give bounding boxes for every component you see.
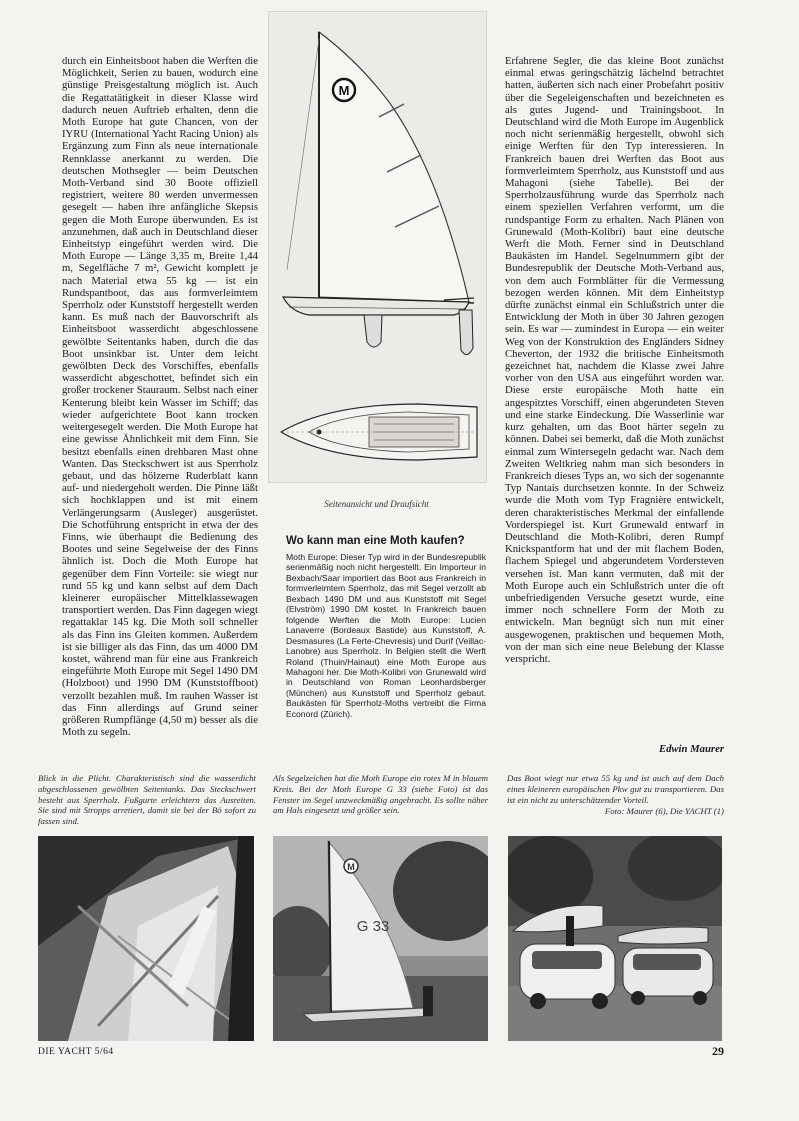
page-number: 29 bbox=[712, 1044, 724, 1058]
photo-sail-number: G 33 bbox=[356, 918, 390, 935]
photo-credit: Foto: Maurer (6), Die YACHT (1) bbox=[604, 806, 724, 816]
article-text-left: durch ein Einheitsboot haben die Werften die Möglichkeit, Serien zu bauen, wodurch eine günstige Preisgestaltung möglich ist. Auch die Regattatätigkeit in dieser Klasse wird dadurch neuen Auftrieb erhalten, denn die Moth Europe hat gute Chancen, von der IYRU (International Yacht Racing Union) als Ergänzung zum Finn als neue internationale Rennklasse anerkannt zu werden. Die deutschen Mothsegler — beim Deutschen Moth-Verband sind 30 Boote offiziell registriert, weitere 80 werden unvermessen gesegelt — haben ihre anfängliche Skepsis gegen die Moth Europe überwunden. Es ist anzunehmen, daß auch in Deutschland dieser Einheitstyp eingeführt werden wird. Die Moth Europe — Länge 3,35 m, Breite 1,44 m, Segelfläche 7 m², Gewicht komplett je nach Material etwa 55 kg — ist ein Rundspantboot, das aus formverleimtem Sperrholz oder Kunststoff hergestellt werden kann. Es muß nach der Bauvorschrift als Einheitsboot wasserdicht abgeschlossene gewölbte Seitentanks haben, durch die das Boot unsinkbar ist. Unter dem leicht gewölbten Deck des Vorschiffes, ebenfalls wasserdicht abgeschottet, befindet sich ein großer trockener Stauraum. Selbst nach einer Kenterung bleibt kein Wasser im Schiff; das wieder aufgerichtete Boot kann trocken weitergesegelt werden. Die Moth Europe hat eine gewisse Ähnlichkeit mit dem Finn. Sie besitzt ebenfalls einen drehbaren Mast ohne Wanten. Das Steckschwert ist aus Sperrholz gebaut, und das hölzerne Ruderblatt kann auf- und niedergeholt werden. Die Pinne läßt sich hochklappen und ist mit einem Verlängerungsarm (Ausleger) ausgerüstet. Die Schotführung entspricht in etwa der des Finns, wie überhaupt die Bedienung des Bootes und seine Segelweise der des Finns ähnlich ist. Doch die Moth Europe hat gegenüber dem Finn Vorteile: sie wiegt nur rund 55 kg und kann selbst auf dem Dach kleinerer europäischer Mittelklassewagen transportiert werden. Das Finn dagegen wiegt regattaklar 145 kg. Die Moth soll schneller als das Finn ins Gleiten kommen. Außerdem ist sie billiger als das Finn, das um 4000 DM kostet, während man für eine aus Frankreich eingeführte Moth Europe mit Segel 1490 DM (Holzboot) und 1990 DM (Kunststoffboot) verzollt bezahlen muß. Im rauhen Wasser ist das Finn allerdings auf Grund seiner größeren Rumpflänge (4,50 m) besser als die Moth zu segeln. bbox=[62, 55, 258, 739]
photo-caption-right: Das Boot wiegt nur etwa 55 kg und ist auch auf dem Dach eines kleineren europäischen Pkw gut zu transportieren. Das ist ein nicht zu unterschätzender Vorteil. bbox=[507, 773, 724, 805]
daggerboard bbox=[364, 315, 382, 347]
article-column-left bbox=[62, 55, 258, 738]
info-box-body bbox=[286, 552, 486, 719]
photo-caption-middle: Als Segelzeichen hat die Moth Europe ein rotes M in blauem Kreis. Bei der Moth Europe G 33 (siehe Foto) ist das Fenster im Segel unzweckmäßig angebracht. Es sollte näher am Hals eingesetzt und größer sein. bbox=[273, 773, 488, 816]
photo-cockpit bbox=[38, 836, 254, 1041]
author-signature: Edwin Maurer bbox=[658, 743, 724, 755]
sail-emblem-letter: M bbox=[338, 83, 350, 98]
photo-car-image bbox=[508, 836, 722, 1041]
forestay bbox=[287, 39, 319, 270]
boat-technical-drawing bbox=[269, 12, 486, 482]
photo-sail-g33 bbox=[273, 836, 488, 1041]
rudder-blade bbox=[459, 310, 473, 355]
photo-sail-emblem: M bbox=[347, 862, 355, 872]
photo-caption-left: Blick in die Plicht. Charakteristisch sind die wasserdicht abgeschlossenen gewölbten Seitentanks. Das Steckschwert besteht aus Sperrholz. Fußgurte erleichtern das Ausreiten. Sie sind mit Stropps arretiert, damit sie bei der Bö sofort zu fassen sind. bbox=[38, 773, 256, 827]
drawing-caption: Seitenansicht und Draufsicht bbox=[324, 499, 429, 509]
sail-outline bbox=[319, 32, 469, 302]
article-column-right bbox=[505, 55, 724, 665]
magazine-issue-label: DIE YACHT 5/64 bbox=[38, 1047, 114, 1057]
photo-cockpit-image bbox=[38, 836, 254, 1041]
article-text-right: Erfahrene Segler, die das kleine Boot zunächst einmal etwas geringschätzig lächelnd betrachtet hatten, äußerten sich nach einer Probefahrt positiv über die Segeleigenschaften und bezeichneten es als gutes Jugend- und Trainingsboot. In Deutschland wird die Moth Europe im Augenblick noch nicht serienmäßig hergestellt, obwohl sich einige Werften für den Typ interessieren. In Frankreich bauen drei Werften das Boot aus formverleimtem Sperrholz, aus Kunststoff und aus Mahagoni (siehe Tabelle). Bei der Sperrholzausführung wurde das Sperrholz nach einem speziellen Verfahren verformt, um die rundspantige Form zu erhalten. Nach Plänen von Grunewald (Moth-Kolibri) baut eine deutsche Werft die Moth. Ferner sind in Deutschland Baukästen im Handel. Segelnummern gibt der Bundesrepublik der Deutsche Moth-Verband aus, von dem auch Formblätter für die Vermessung bezogen werden können. Mit dem Einheitstyp dürfte zunächst einmal ein Schlußstrich unter die Entwicklung der Moth in über 30 Jahren gezogen sein. Es war — zumindest in Europa — ein weiter Weg von der Konstruktion des Engländers Sidney Cheverton, der 1932 die britische Einheitsmoth gezeichnet hat, nachdem die Klasse zwei Jahre vorher von den USA aus eingeführt worden war. Diese erste europäische Moth hatte ein angespitztes Vorschiff, einen abgerundeten Steven und eine starke Eindeckung. Die Wasserlinie war kurz gehalten, um das Boot härter segeln zu können. Dabei sei bemerkt, daß die Moth zunächst einmal zum Wintersegeln gedacht war. Nach dem Zweiten Weltkrieg nahm man sich besonders in Frankreich dieses Typs an, wo sich der sogenannte Typ Nantais durchsetzen konnte. In der Schweiz wurde die Moth vom Typ Fragnière entwickelt, deren charakteristisches Merkmal der einfallende Vorderspiegel ist. Kurt Grunewald entwarf in Deutschland die Moth-Kolibri, deren Rumpf Knickspantform hat und der mit flachem Boden, flachem Spiegel und abgerundetem Vordersteven versehen ist. Man kann vermuten, daß mit der Moth Europe auch ein Schlußstrich unter die oft unbefriedigenden Versuche gesetzt wurde, eine immer noch schnellere Form der Moth zu entwickeln. Man begnügt sich nun mit einer ausgewogenen, praktischen und bequemen Moth, von der man sich eine neue Belebung der Klasse verspricht. bbox=[505, 55, 724, 665]
photo-car-roof-transport bbox=[508, 836, 722, 1041]
photo-sail-image bbox=[273, 836, 488, 1041]
info-box-text: Moth Europe: Dieser Typ wird in der Bundesrepublik serienmäßig noch nicht hergestellt. Ein Importeur in Bexbach/Saar importiert das Boot aus Frankreich in formverleimtem Sperrholz, das mit Segel verzollt ab Bexbach 1490 DM und aus Kunststoff mit Segel (Elvström) 1990 DM kostet. In Frankreich bauen folgende Werften die Moth Europe: Lucien Lanaverre (Bordeaux Bastide) aus Kunststoff, A. Desmasures (La Ferte-Chevresis) und Durif (Veillac-Lanobre) aus Sperrholz. In Belgien stellt die Werft Roland (Thuin/Hainaut) eine Moth Europe aus Mahagoni her. Die Moth-Kolibri von Grunewald wird in Deutschland von Roman Leonhardsberger (München) aus Kunststoff und Sperrholz gebaut. Baukästen für Sperrholz-Moths vertreibt die Firma Econord (Zürich). bbox=[286, 552, 486, 719]
info-box-heading: Wo kann man eine Moth kaufen? bbox=[286, 535, 465, 547]
boat-drawing-figure bbox=[268, 11, 487, 483]
